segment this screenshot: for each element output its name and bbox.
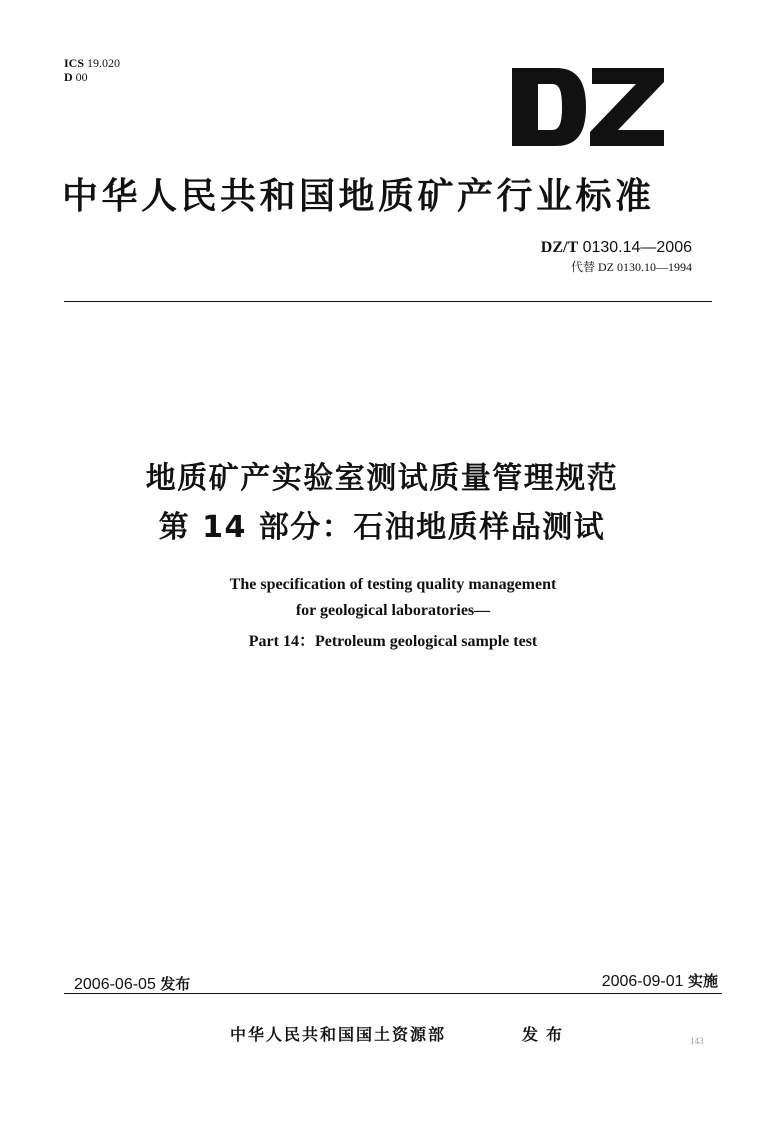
standard-code: 0130.14—2006 — [582, 239, 692, 256]
header-divider — [64, 301, 712, 302]
issue-label: 发布 — [160, 975, 191, 993]
chinese-title-line-2: 第 14 部分：石油地质样品测试 — [158, 510, 606, 545]
ccs-line — [64, 70, 120, 84]
issue-date — [74, 973, 190, 994]
issue-date-value: 2006-06-05 — [74, 976, 156, 993]
ics-label: ICS — [64, 56, 85, 70]
chinese-title-line-1: 地质矿产实验室测试质量管理规范 — [145, 461, 619, 496]
publisher-name: 中华人民共和国国土资源部 — [230, 1025, 447, 1044]
implement-date — [602, 970, 718, 991]
implement-label: 实施 — [687, 972, 718, 990]
dz-logo — [512, 68, 664, 146]
publish-verb: 发布 — [522, 1025, 571, 1044]
ccs-code: 00 — [75, 70, 88, 84]
standard-number — [541, 239, 692, 257]
footer-divider — [64, 993, 722, 994]
english-title-line-1: The specification of testing quality management — [229, 576, 557, 593]
organization-title: 中华人民共和国地质矿产行业标准 — [62, 176, 655, 217]
ccs-label: D — [64, 70, 73, 84]
ics-line — [64, 56, 120, 70]
standard-prefix: DZ/T — [540, 239, 579, 256]
dz-logo-letter-z — [590, 68, 664, 146]
classification-codes — [64, 56, 120, 84]
replaces-standard: 代替 DZ 0130.10—1994 — [571, 260, 692, 274]
page-number: 143 — [690, 1036, 704, 1046]
english-title-line-2: for geological laboratories— — [295, 602, 491, 619]
dz-logo-letter-d — [512, 68, 586, 146]
ics-code: 19.020 — [87, 56, 121, 70]
implement-date-value: 2006-09-01 — [601, 973, 684, 990]
english-title-line-3: Part 14：Petroleum geological sample test — [248, 633, 538, 650]
